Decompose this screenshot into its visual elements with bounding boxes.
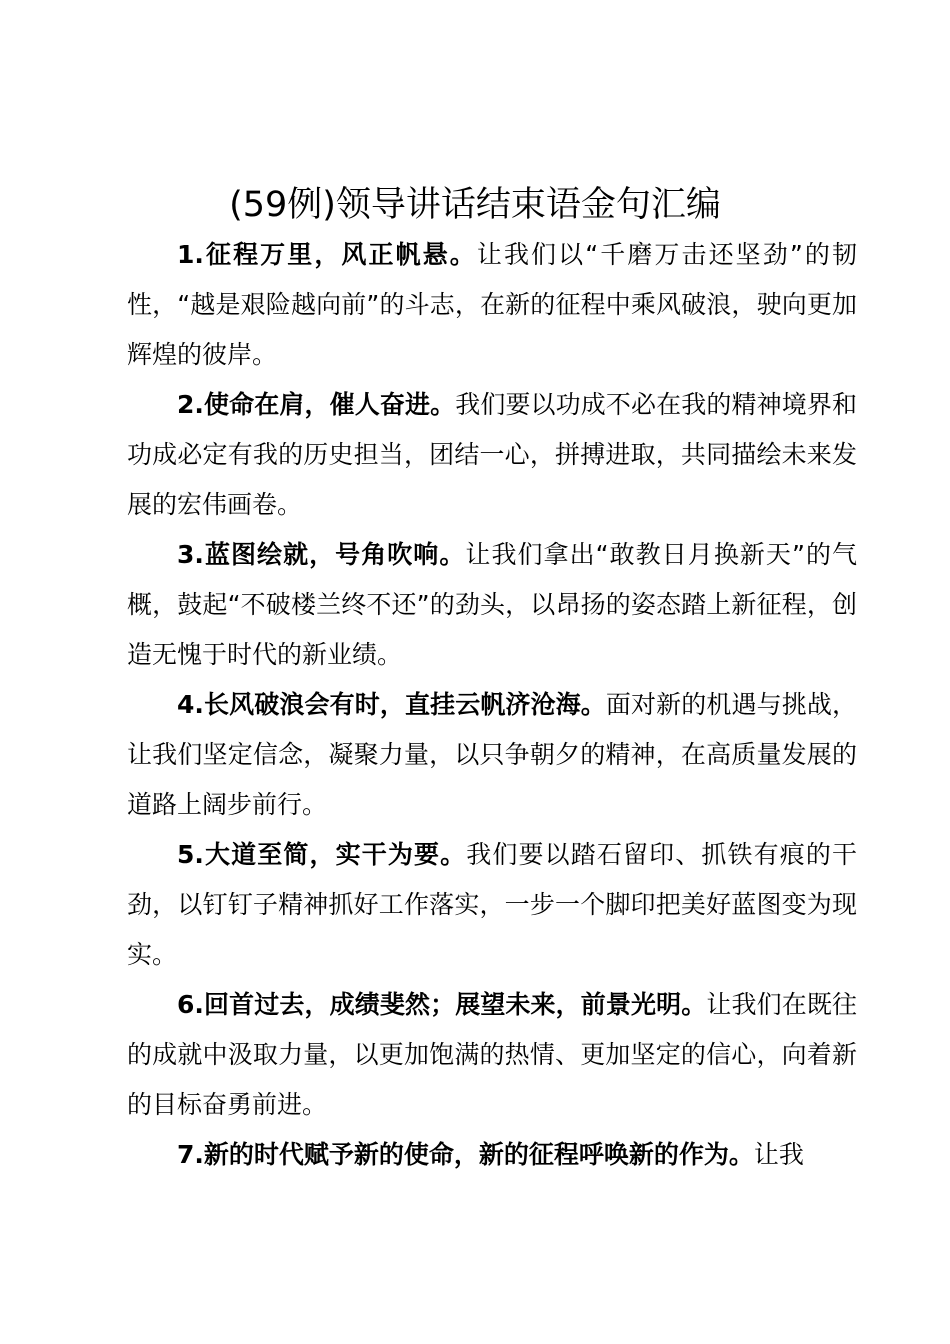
paragraph-lead: 7.新的时代赋予新的使命，新的征程呼唤新的作为。 xyxy=(177,1140,754,1169)
paragraph-6 xyxy=(127,980,857,1130)
paragraph-1 xyxy=(127,230,857,380)
paragraph-text: 我们要以功成不必在我的精神境界和功成必定有我的历史担当，团结一心，拼搏进取，共同描绘未来发展的宏伟画卷。 xyxy=(127,390,857,519)
paragraph-text: 让我们在既往的成就中汲取力量，以更加饱满的热情、更加坚定的信心，向着新的目标奋勇前进。 xyxy=(127,990,857,1119)
paragraph-3 xyxy=(127,530,857,680)
paragraph-text: 我们要以踏石留印、抓铁有痕的干劲，以钉钉子精神抓好工作落实，一步一个脚印把美好蓝图变为现实。 xyxy=(127,840,857,969)
paragraph-4 xyxy=(127,680,857,830)
document-title: (59例)领导讲话结束语金句汇编 xyxy=(229,185,721,225)
paragraph-7 xyxy=(127,1130,857,1180)
paragraph-lead: 1.征程万里，风正帆悬。 xyxy=(177,240,477,269)
document-body xyxy=(127,230,857,1180)
paragraph-lead: 5.大道至简，实干为要。 xyxy=(177,840,467,869)
paragraph-text: 让我们以“千磨万击还坚劲”的韧性，“越是艰险越向前”的斗志，在新的征程中乘风破浪，驶向更加辉煌的彼岸。 xyxy=(127,240,857,369)
paragraph-lead: 6.回首过去，成绩斐然；展望未来，前景光明。 xyxy=(177,990,707,1019)
paragraph-lead: 2.使命在肩，催人奋进。 xyxy=(177,390,456,419)
paragraph-2 xyxy=(127,380,857,530)
paragraph-text: 让我们拿出“敢教日月换新天”的气概，鼓起“不破楼兰终不还”的劲头，以昂扬的姿态踏上新征程，创造无愧于时代的新业绩。 xyxy=(127,540,857,669)
paragraph-text: 让我 xyxy=(753,1140,804,1169)
paragraph-text: 面对新的机遇与挑战，让我们坚定信念，凝聚力量，以只争朝夕的精神，在高质量发展的道路上阔步前行。 xyxy=(127,690,857,819)
paragraph-lead: 4.长风破浪会有时，直挂云帆济沧海。 xyxy=(177,690,606,719)
paragraph-5 xyxy=(127,830,857,980)
paragraph-lead: 3.蓝图绘就，号角吹响。 xyxy=(177,540,466,569)
